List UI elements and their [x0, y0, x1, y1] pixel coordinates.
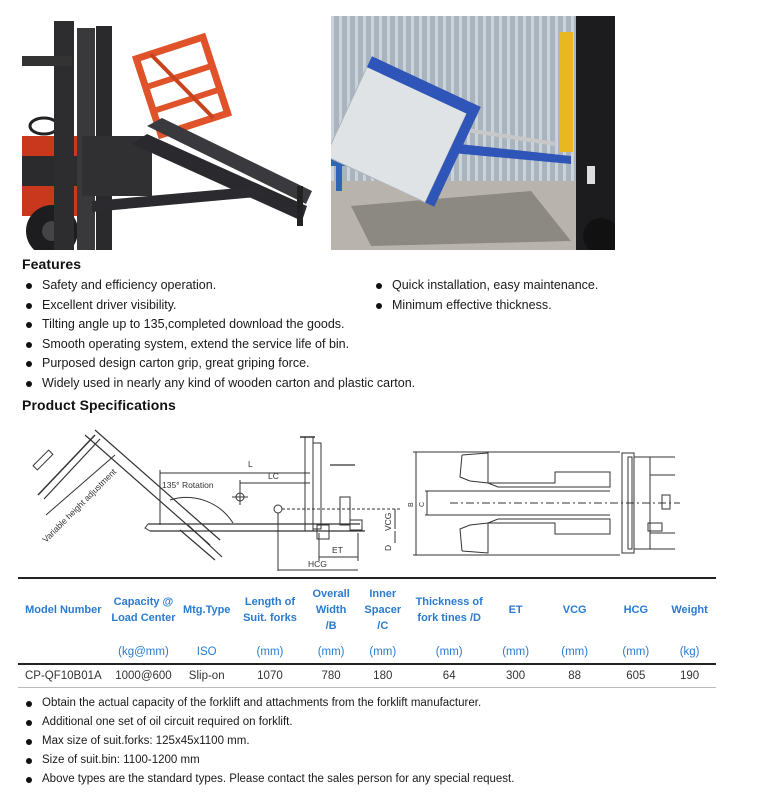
note-item: Additional one set of oil circuit required on forklift.	[22, 713, 514, 732]
feature-item: Widely used in nearly any kind of wooden carton and plastic carton.	[22, 374, 415, 394]
cell-fork-length: 1070	[235, 664, 305, 688]
feature-item: Excellent driver visibility.	[22, 296, 415, 316]
bullet-icon	[26, 361, 32, 367]
product-photo-orange-tipper	[22, 16, 312, 250]
svg-text:B: B	[408, 502, 415, 507]
cell-inner-spacer: 180	[357, 664, 408, 688]
col-overall-width: Overall Width /B	[312, 588, 350, 632]
svg-text:ET: ET	[332, 545, 343, 555]
cell-model-number: CP-QF10B01A	[18, 664, 109, 688]
bullet-icon	[26, 303, 32, 309]
cell-hcg: 605	[608, 664, 663, 688]
cell-et: 300	[490, 664, 541, 688]
col-inner-spacer: Inner Spacer /C	[364, 588, 402, 632]
col-model-number: Model Number	[25, 604, 102, 616]
col-fork-thickness: Thickness of fork tines /D	[415, 596, 483, 624]
top-view-drawing	[408, 452, 680, 555]
note-item: Max size of suit.forks: 125x45x1100 mm.	[22, 732, 514, 751]
svg-text:L: L	[248, 459, 253, 469]
svg-text:135° Rotation: 135° Rotation	[162, 480, 214, 490]
bullet-icon	[376, 303, 382, 309]
bullet-icon	[26, 322, 32, 328]
bullet-icon	[26, 758, 32, 764]
col-mtg-type: Mtg.Type	[182, 604, 231, 616]
specifications-table	[18, 577, 716, 688]
feature-item: Smooth operating system, extend the service life of bin.	[22, 335, 415, 355]
col-fork-length: Length of Suit. forks	[243, 596, 297, 624]
svg-text:D: D	[383, 544, 393, 551]
col-capacity: Capacity @ Load Center	[111, 596, 176, 624]
cell-overall-width: 780	[305, 664, 358, 688]
cell-vcg: 88	[541, 664, 608, 688]
svg-text:C: C	[419, 501, 426, 507]
forklift-orange-illustration	[22, 16, 312, 250]
table-row	[18, 664, 716, 688]
feature-item: Purposed design carton grip, great griping force.	[22, 354, 415, 374]
svg-text:Variable height adjustment: Variable height adjustment	[40, 466, 119, 545]
feature-item: Tilting angle up to 135,completed download the goods.	[22, 315, 415, 335]
feature-item: Minimum effective thickness.	[372, 296, 598, 316]
cell-fork-thickness: 64	[408, 664, 490, 688]
col-weight: Weight	[671, 604, 708, 616]
table-header-row	[18, 579, 716, 641]
technical-drawing	[10, 425, 690, 575]
bullet-icon	[26, 283, 32, 289]
col-vcg: VCG	[562, 604, 587, 616]
bullet-icon	[26, 342, 32, 348]
rotation-arc	[170, 497, 233, 523]
bullet-icon	[26, 739, 32, 745]
product-photo-blue-tipper	[331, 16, 615, 250]
note-item: Obtain the actual capacity of the forklift and attachments from the forklift manufacturer.	[22, 694, 514, 713]
notes-list	[22, 694, 514, 789]
bullet-icon	[376, 283, 382, 289]
features-list-right	[372, 276, 598, 315]
features-list-left	[22, 276, 415, 393]
col-et: ET	[508, 604, 523, 616]
cell-capacity: 1000@600	[109, 664, 179, 688]
note-item: Above types are the standard types. Please contact the sales person for any special request.	[22, 770, 514, 789]
feature-item: Safety and efficiency operation.	[22, 276, 415, 296]
svg-text:VCG: VCG	[383, 512, 393, 531]
forklift-blue-illustration	[331, 16, 615, 250]
col-hcg: HCG	[623, 604, 649, 616]
table-units-row: (kg@mm) ISO (mm) (mm) (mm) (mm) (mm) (mm) (mm) (kg)	[18, 641, 716, 664]
bullet-icon	[26, 720, 32, 726]
feature-item: Quick installation, easy maintenance.	[372, 276, 598, 296]
bullet-icon	[26, 701, 32, 707]
svg-text:HCG: HCG	[308, 559, 327, 569]
bullet-icon	[26, 777, 32, 783]
cell-mtg-type: Slip-on	[178, 664, 235, 688]
cell-weight: 190	[663, 664, 716, 688]
bullet-icon	[26, 381, 32, 387]
note-item: Size of suit.bin: 1100-1200 mm	[22, 751, 514, 770]
specifications-heading: Product Specifications	[22, 397, 176, 413]
svg-text:LC: LC	[268, 471, 279, 481]
features-heading: Features	[22, 256, 82, 272]
